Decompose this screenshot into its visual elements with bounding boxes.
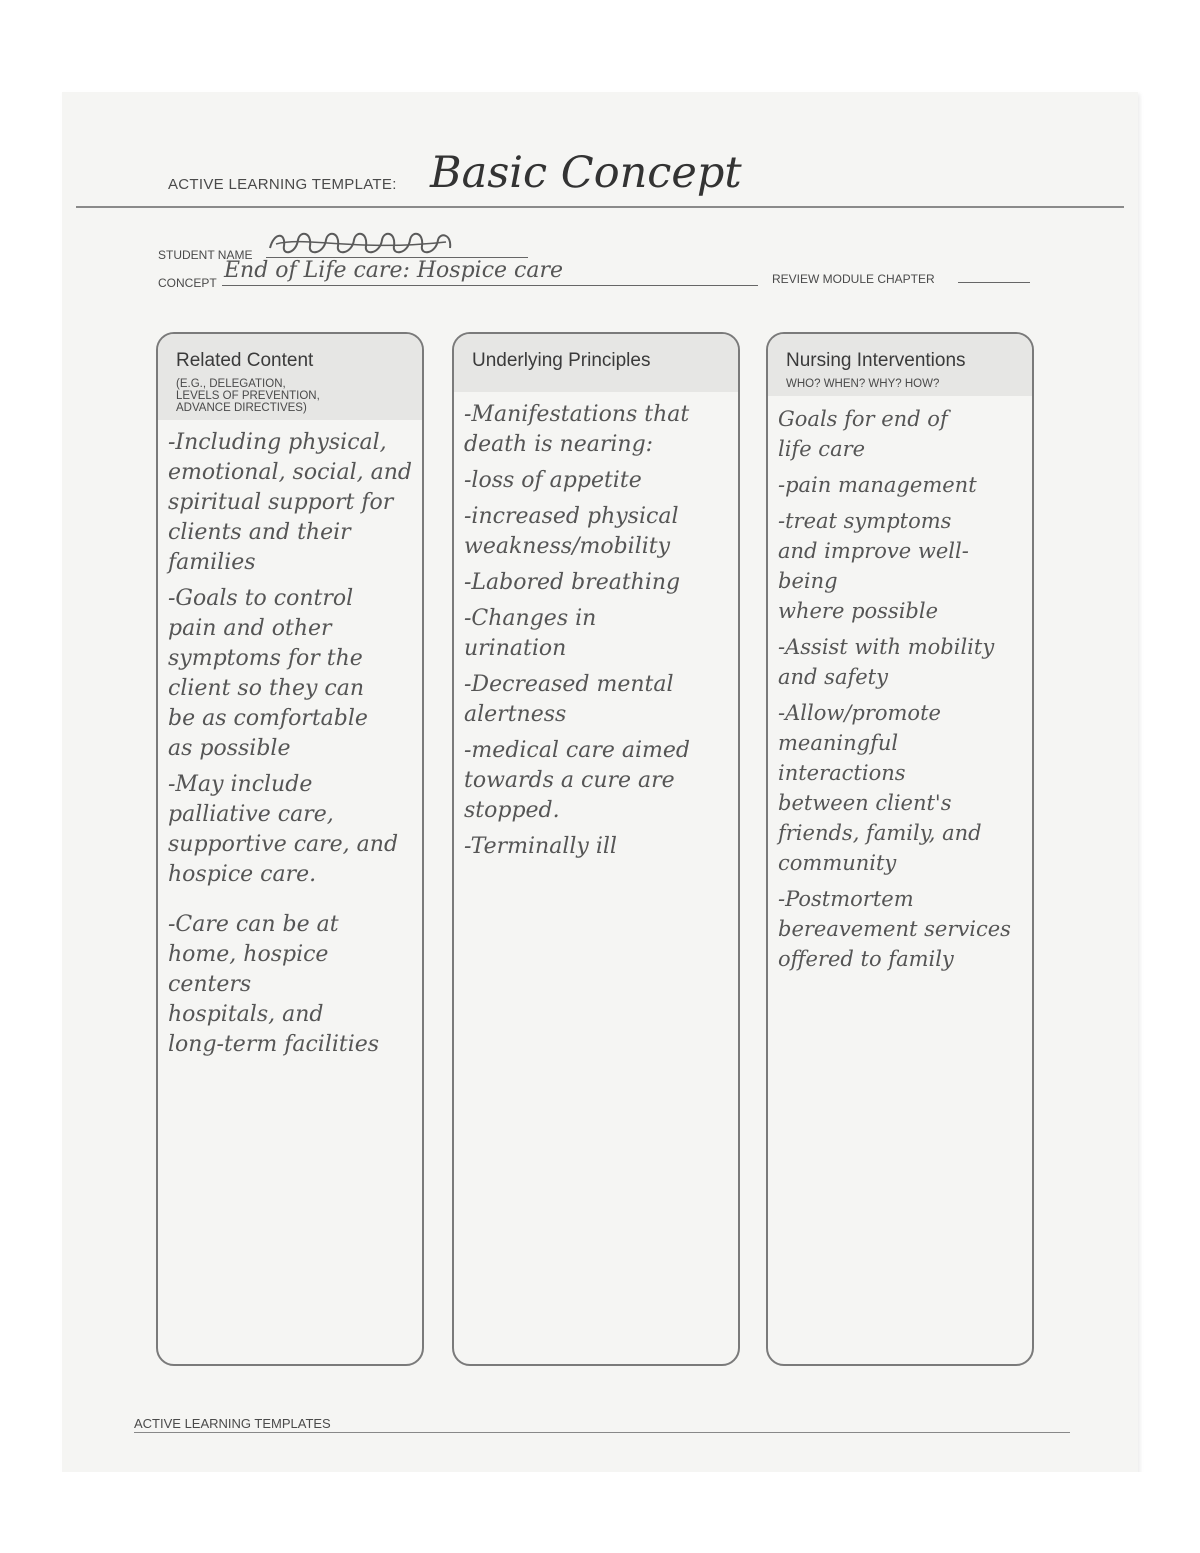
related-content-entry: -May include palliative care, supportive care, and hospice care. [168, 772, 399, 887]
related-content-panel [156, 332, 424, 1366]
nursing-interventions-entry: -pain management [778, 473, 977, 497]
related-content-entry: -Including physical, emotional, social, and spiritual support for clients and their families [168, 430, 412, 575]
review-module-label: REVIEW MODULE CHAPTER [772, 272, 935, 286]
footer-divider [134, 1432, 1070, 1433]
related-content-title: Related Content [158, 334, 422, 382]
template-header [168, 148, 1068, 198]
footer-label: ACTIVE LEARNING TEMPLATES [134, 1416, 331, 1431]
page-margin [0, 1472, 1200, 1553]
underlying-principles-subtitle [454, 378, 738, 392]
nursing-interventions-entry: Goals for end of life care [778, 407, 948, 461]
underlying-principles-entry: -medical care aimed towards a cure are stopped. [464, 738, 690, 823]
nursing-interventions-entry: -Assist with mobility and safety [778, 635, 995, 689]
underlying-principles-entry: -Labored breathing [464, 570, 681, 595]
header-divider [76, 206, 1124, 208]
underlying-principles-panel [452, 332, 740, 1366]
nursing-interventions-entry: -treat symptoms and improve well-being where possible [778, 509, 969, 623]
worksheet-page [62, 92, 1138, 1476]
template-title: Basic Concept [430, 148, 742, 198]
nursing-interventions-entry: -Postmortem bereavement services offered to family [778, 887, 1011, 971]
underlying-principles-entry: -increased physical weakness/mobility [464, 504, 679, 559]
underlying-principles-entry: -loss of appetite [464, 468, 642, 493]
nursing-interventions-entry: -Allow/promote meaningful interactions between client's friends, family, and community [778, 701, 982, 875]
student-name-label: STUDENT NAME [158, 248, 253, 262]
nursing-interventions-panel [766, 332, 1034, 1366]
nursing-interventions-subtitle: WHO? WHEN? WHY? HOW? [768, 378, 1032, 396]
student-name-scribble [266, 230, 456, 256]
nursing-interventions-title: Nursing Interventions [768, 334, 1032, 382]
concept-line [222, 285, 758, 286]
related-content-entry: -Care can be at home, hospice centers hospitals, and long-term facilities [168, 912, 380, 1057]
underlying-principles-entry: -Changes in urination [464, 606, 597, 661]
underlying-principles-entry: -Manifestations that death is nearing: [464, 402, 690, 457]
underlying-principles-entry: -Decreased mental alertness [464, 672, 674, 727]
underlying-principles-title: Underlying Principles [454, 334, 738, 382]
underlying-principles-entry: -Terminally ill [464, 834, 617, 859]
concept-label: CONCEPT [158, 276, 217, 290]
review-module-line [958, 282, 1030, 283]
template-label: ACTIVE LEARNING TEMPLATE: [168, 176, 397, 193]
concept-value: End of Life care: Hospice care [224, 258, 564, 283]
related-content-subtitle: (E.G., DELEGATION, LEVELS OF PREVENTION, ADVANCE DIRECTIVES) [158, 378, 422, 420]
related-content-entry: -Goals to control pain and other symptoms for the client so they can be as comfortable as possible [168, 586, 368, 761]
